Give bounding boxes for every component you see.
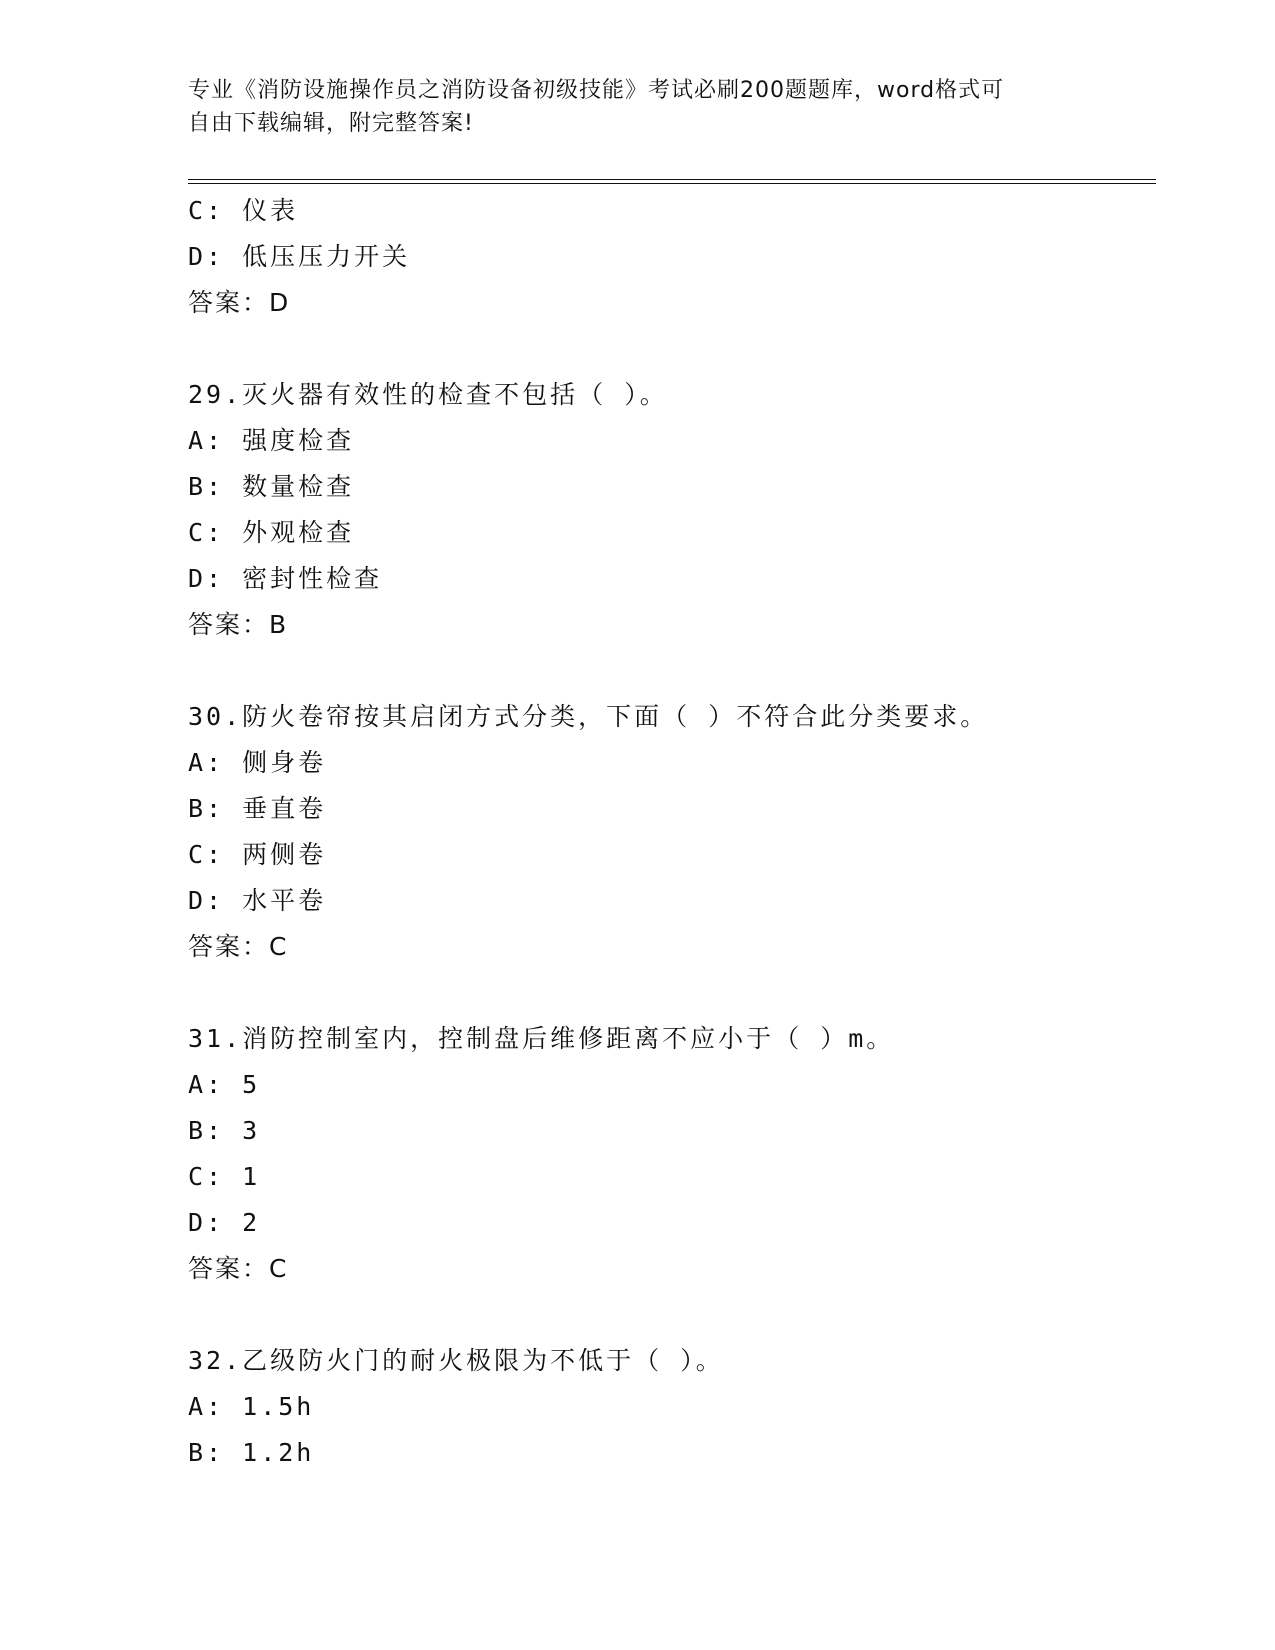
- option-a: A: 强度检查: [188, 426, 355, 455]
- option-c: C: 1: [188, 1162, 261, 1191]
- page-header: [188, 74, 1088, 140]
- question-stem: 29.灭火器有效性的检查不包括（ ）。: [188, 380, 668, 409]
- option-d: D: 密封性检查: [188, 564, 383, 593]
- option-b: B: 3: [188, 1116, 261, 1145]
- spacer: [188, 1292, 1156, 1338]
- question-31: [188, 1016, 1156, 1292]
- option-d: D: 低压压力开关: [188, 242, 411, 271]
- question-stem: 30.防火卷帘按其启闭方式分类，下面（ ）不符合此分类要求。: [188, 702, 989, 731]
- document-body: [188, 188, 1156, 1476]
- option-a: A: 侧身卷: [188, 748, 327, 777]
- option-b: B: 数量检查: [188, 472, 355, 501]
- option-c: C: 两侧卷: [188, 840, 327, 869]
- option-a: A: 1.5h: [188, 1392, 315, 1421]
- question-32: [188, 1338, 1156, 1476]
- option-d: D: 水平卷: [188, 886, 327, 915]
- question-stem: 32.乙级防火门的耐火极限为不低于（ ）。: [188, 1346, 724, 1375]
- question-29: [188, 372, 1156, 648]
- answer-line: 答案：C: [188, 1254, 289, 1283]
- header-rule-bottom: [188, 183, 1156, 184]
- spacer: [188, 326, 1156, 372]
- question-28-tail: [188, 188, 1156, 326]
- answer-line: 答案：C: [188, 932, 289, 961]
- question-30: [188, 694, 1156, 970]
- answer-line: 答案：B: [188, 610, 289, 639]
- option-c: C: 外观检查: [188, 518, 355, 547]
- option-b: B: 1.2h: [188, 1438, 315, 1467]
- header-line-1: 专业《消防设施操作员之消防设备初级技能》考试必刷200题题库，word格式可: [188, 78, 1005, 103]
- option-c: C: 仪表: [188, 196, 299, 225]
- answer-line: 答案：D: [188, 288, 291, 317]
- spacer: [188, 648, 1156, 694]
- spacer: [188, 970, 1156, 1016]
- option-a: A: 5: [188, 1070, 261, 1099]
- option-b: B: 垂直卷: [188, 794, 327, 823]
- question-stem: 31.消防控制室内，控制盘后维修距离不应小于（ ）m。: [188, 1024, 895, 1053]
- option-d: D: 2: [188, 1208, 261, 1237]
- header-line-2: 自由下载编辑，附完整答案!: [188, 111, 474, 136]
- header-rule-top: [188, 179, 1156, 180]
